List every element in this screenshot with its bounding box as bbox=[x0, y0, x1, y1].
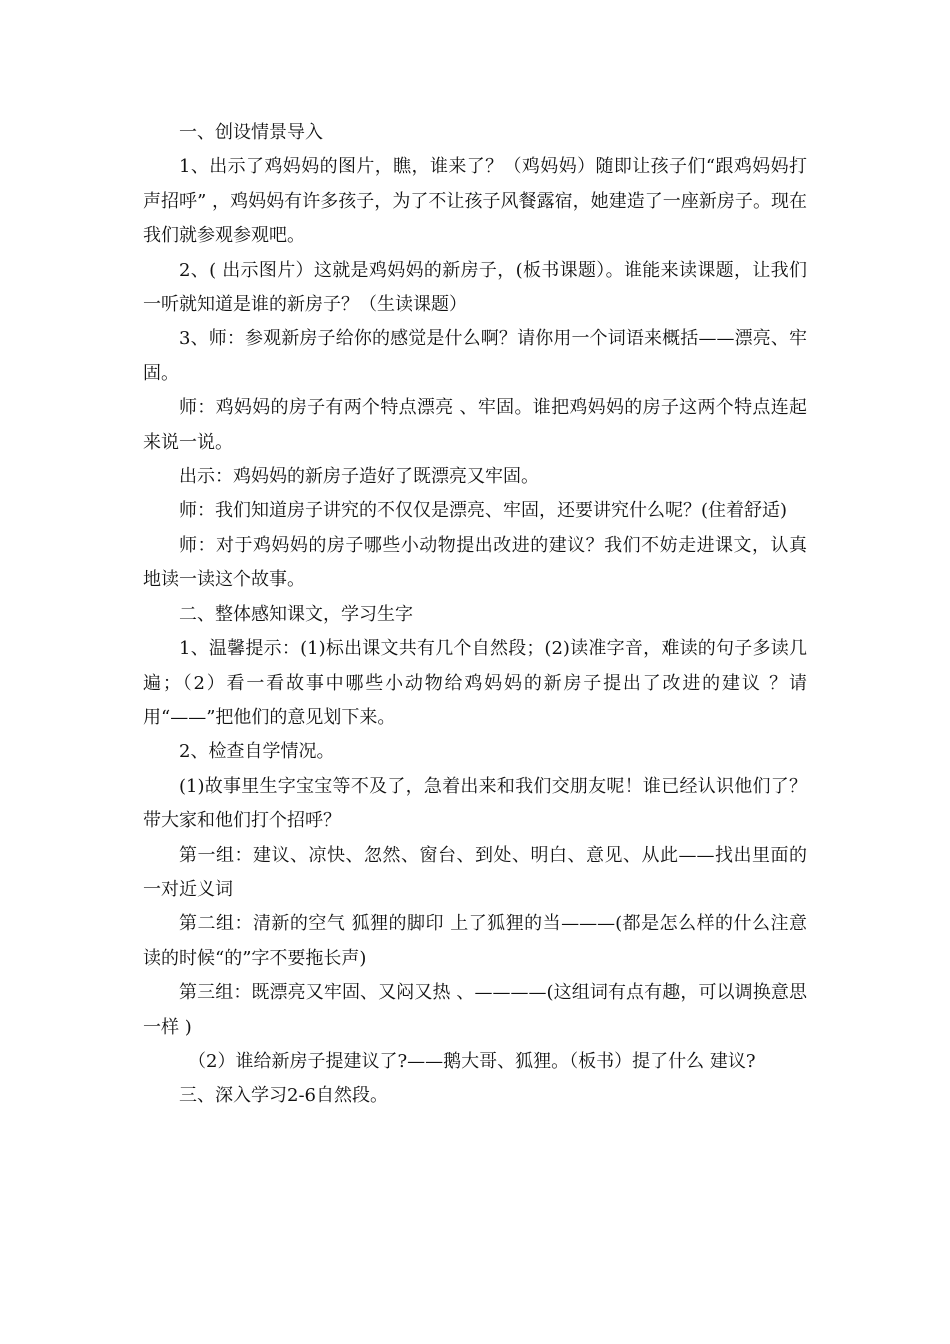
paragraph: 第二组：清新的空气 狐狸的脚印 上了狐狸的当———(都是怎么样的什么注意读的时候“的”字不要拖长声) bbox=[143, 913, 807, 969]
paragraph: 3、师：参观新房子给你的感觉是什么啊？请你用一个词语来概括——漂亮、牢固。 bbox=[143, 328, 807, 384]
paragraph: 出示：鸡妈妈的新房子造好了既漂亮又牢固。 bbox=[179, 466, 539, 488]
paragraph: (1)故事里生字宝宝等不及了，急着出来和我们交朋友呢！谁已经认识他们了？带大家和他们打个招呼？ bbox=[143, 775, 807, 832]
paragraph: 师：鸡妈妈的房子有两个特点漂亮 、牢固。谁把鸡妈妈的房子这两个特点连起来说一说。 bbox=[143, 397, 807, 453]
paragraph: 2、( 出示图片）这就是鸡妈妈的新房子，(板书课题）。谁能来读课题，让我们一听就知道是谁的新房子？（生读课题） bbox=[143, 259, 807, 316]
paragraph: （2）谁给新房子提建议了?——鹅大哥、狐狸。（板书）提了什么 建议? bbox=[188, 1050, 756, 1072]
paragraph: 第三组：既漂亮又牢固、又闷又热 、————(这组词有点有趣，可以调换意思一样 ) bbox=[143, 982, 807, 1038]
section-heading-deep-study: 三、深入学习2-6自然段。 bbox=[179, 1085, 388, 1107]
paragraph: 师：我们知道房子讲究的不仅仅是漂亮、牢固，还要讲究什么呢？(住着舒适) bbox=[179, 500, 788, 522]
paragraph: 2、检查自学情况。 bbox=[179, 741, 335, 763]
lesson-plan-text bbox=[143, 116, 807, 1114]
paragraph: 1、温馨提示：(1)标出课文共有几个自然段；(2)读准字音，难读的句子多读几遍；（2）看一看故事中哪些小动物给鸡妈妈的新房子提出了改进的建议 ？请用“——”把他们的意见划下来。 bbox=[143, 638, 807, 728]
paragraph: 第一组：建议、凉快、忽然、窗台、到处、明白、意见、从此——找出里面的一对近义词 bbox=[143, 844, 807, 900]
section-heading-overview: 二、整体感知课文，学习生字 bbox=[179, 603, 413, 625]
section-heading-intro: 一、创设情景导入 bbox=[179, 122, 323, 143]
paragraph: 师：对于鸡妈妈的房子哪些小动物提出改进的建议？我们不妨走进课文，认真地读一读这个故事。 bbox=[143, 534, 807, 591]
paragraph: 1、出示了鸡妈妈的图片，瞧，谁来了？（鸡妈妈）随即让孩子们“跟鸡妈妈打声招呼” ，鸡妈妈有许多孩子，为了不让孩子风餐露宿，她建造了一座新房子。现在我们就参观参观吧。 bbox=[143, 156, 807, 247]
